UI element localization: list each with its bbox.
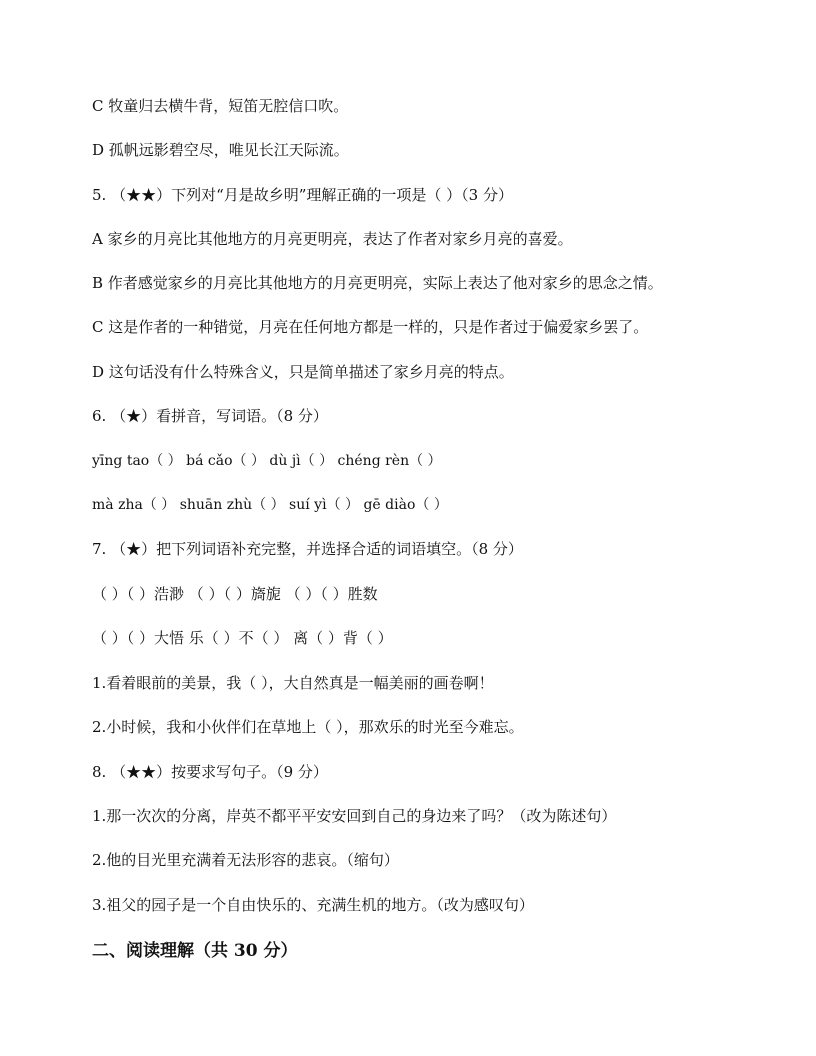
option-c-q5: C 这是作者的一种错觉，月亮在任何地方都是一样的，只是作者过于偏爱家乡罢了。	[92, 318, 649, 336]
option-b-q5: B 作者感觉家乡的月亮比其他地方的月亮更明亮，实际上表达了他对家乡的思念之情。	[92, 274, 663, 292]
pinyin-row-1: yīng tao（ ） bá cǎo（ ） dù jì（ ） chéng rèn（ ）	[92, 453, 442, 469]
question-6: 6. （★）看拼音，写词语。（8 分）	[92, 407, 328, 425]
rewrite-sentence-3: 3.祖父的园子是一个自由快乐的、充满生机的地方。（改为感叹句）	[92, 896, 534, 914]
idiom-row-1: （ ）（ ）浩渺 （ ）（ ）旖旎 （ ）（ ）胜数	[92, 585, 378, 603]
question-7: 7. （★）把下列词语补充完整，并选择合适的词语填空。（8 分）	[92, 540, 523, 558]
fill-sentence-1: 1.看着眼前的美景，我（ ），大自然真是一幅美丽的画卷啊！	[92, 674, 494, 692]
pinyin-row-2: mà zha（ ） shuān zhù（ ） suí yì（ ） gē diào（ ）	[92, 497, 448, 513]
idiom-row-2: （ ）（ ）大悟 乐（ ）不（ ） 离（ ）背（ ）	[92, 629, 393, 647]
fill-sentence-2: 2.小时候，我和小伙伴们在草地上（ ），那欢乐的时光至今难忘。	[92, 718, 524, 736]
rewrite-sentence-1: 1.那一次次的分离，岸英不都平平安安回到自己的身边来了吗？（改为陈述句）	[92, 807, 617, 825]
option-d-q5: D 这句话没有什么特殊含义，只是简单描述了家乡月亮的特点。	[92, 363, 514, 381]
option-c-q4: C 牧童归去横牛背，短笛无腔信口吹。	[92, 97, 349, 115]
rewrite-sentence-2: 2.他的目光里充满着无法形容的悲哀。（缩句）	[92, 851, 399, 869]
section-heading: 二、阅读理解（共 30 分）	[92, 941, 298, 961]
option-d-q4: D 孤帆远影碧空尽，唯见长江天际流。	[92, 141, 349, 159]
question-5: 5. （★★）下列对“月是故乡明”理解正确的一项是（ ）（3 分）	[92, 186, 513, 204]
option-a-q5: A 家乡的月亮比其他地方的月亮更明亮，表达了作者对家乡月亮的喜爱。	[92, 230, 573, 248]
question-8: 8. （★★）按要求写句子。（9 分）	[92, 763, 328, 781]
